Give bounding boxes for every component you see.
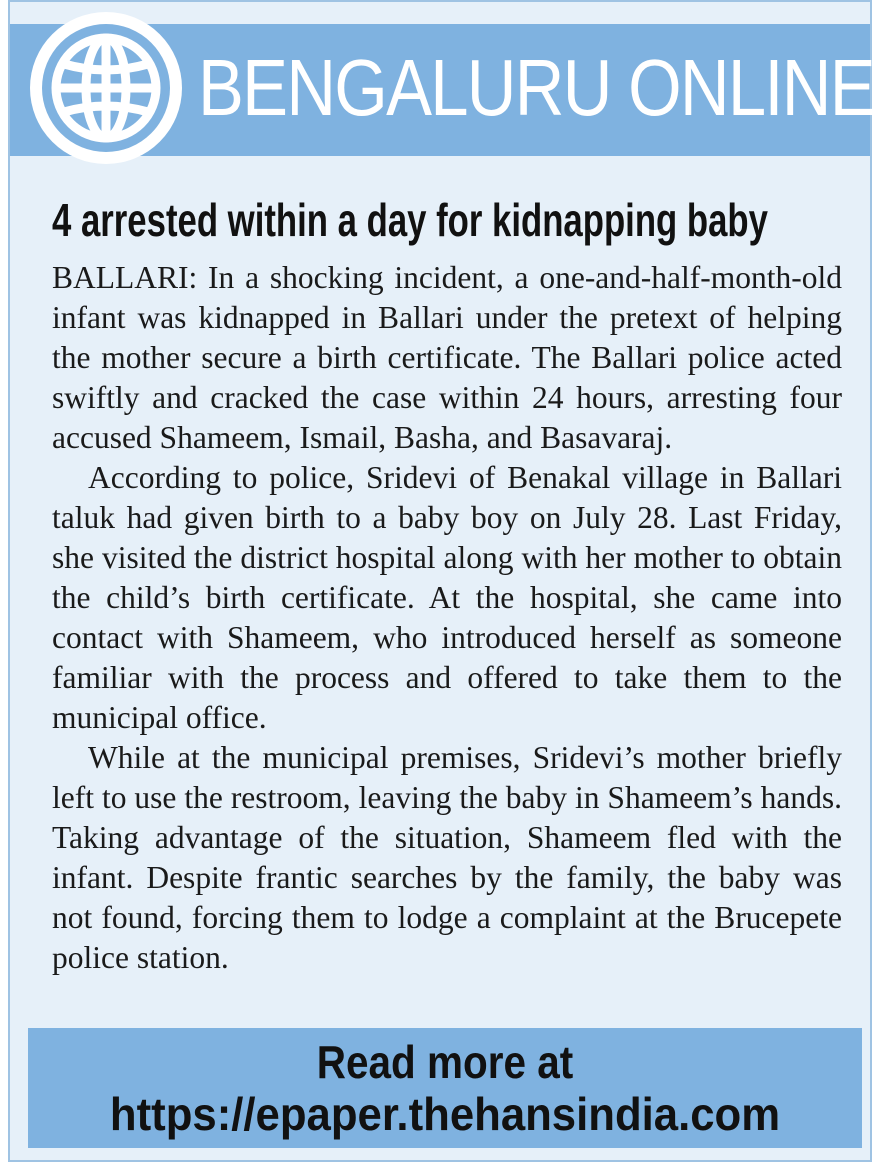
article-paragraph: BALLARI: In a shocking incident, a one-and-half-month-old infant was kidnapped in Ballari under the pretext of helping the mother secure a birth certificate. The Ballari police acted swiftly and cracked the case within 24 hours, arresting four accused Shameem, Ismail, Basha, and Basavaraj. [52, 260, 842, 455]
brand-title: BENGALURU ONLINE [198, 43, 874, 132]
news-card [8, 0, 872, 1162]
read-more-box [28, 1028, 862, 1148]
article-paragraph: While at the municipal premises, Sridevi’s mother briefly left to use the restroom, leaving the baby in Shameem’s hands. Taking advantage of the situation, Shameem fled with the infant. Despite frantic searches by the family, the baby was not found, forcing them to lodge a complaint at the Brucepete police station. [52, 740, 842, 975]
read-more-label: Read more at [316, 1036, 574, 1088]
read-more-link[interactable]: https://epaper.thehansindia.com [109, 1088, 781, 1140]
article-body [52, 258, 842, 978]
article-headline: 4 arrested within a day for kidnapping baby [52, 194, 768, 246]
globe-icon [26, 8, 186, 168]
article-paragraph: According to police, Sridevi of Benakal village in Ballari taluk had given birth to a baby boy on July 28. Last Friday, she visited the district hospital along with her mother to obtain the child’s birth certificate. At the hospital, she came into contact with Shameem, who introduced herself as someone familiar with the process and offered to take them to the municipal office. [52, 460, 842, 735]
